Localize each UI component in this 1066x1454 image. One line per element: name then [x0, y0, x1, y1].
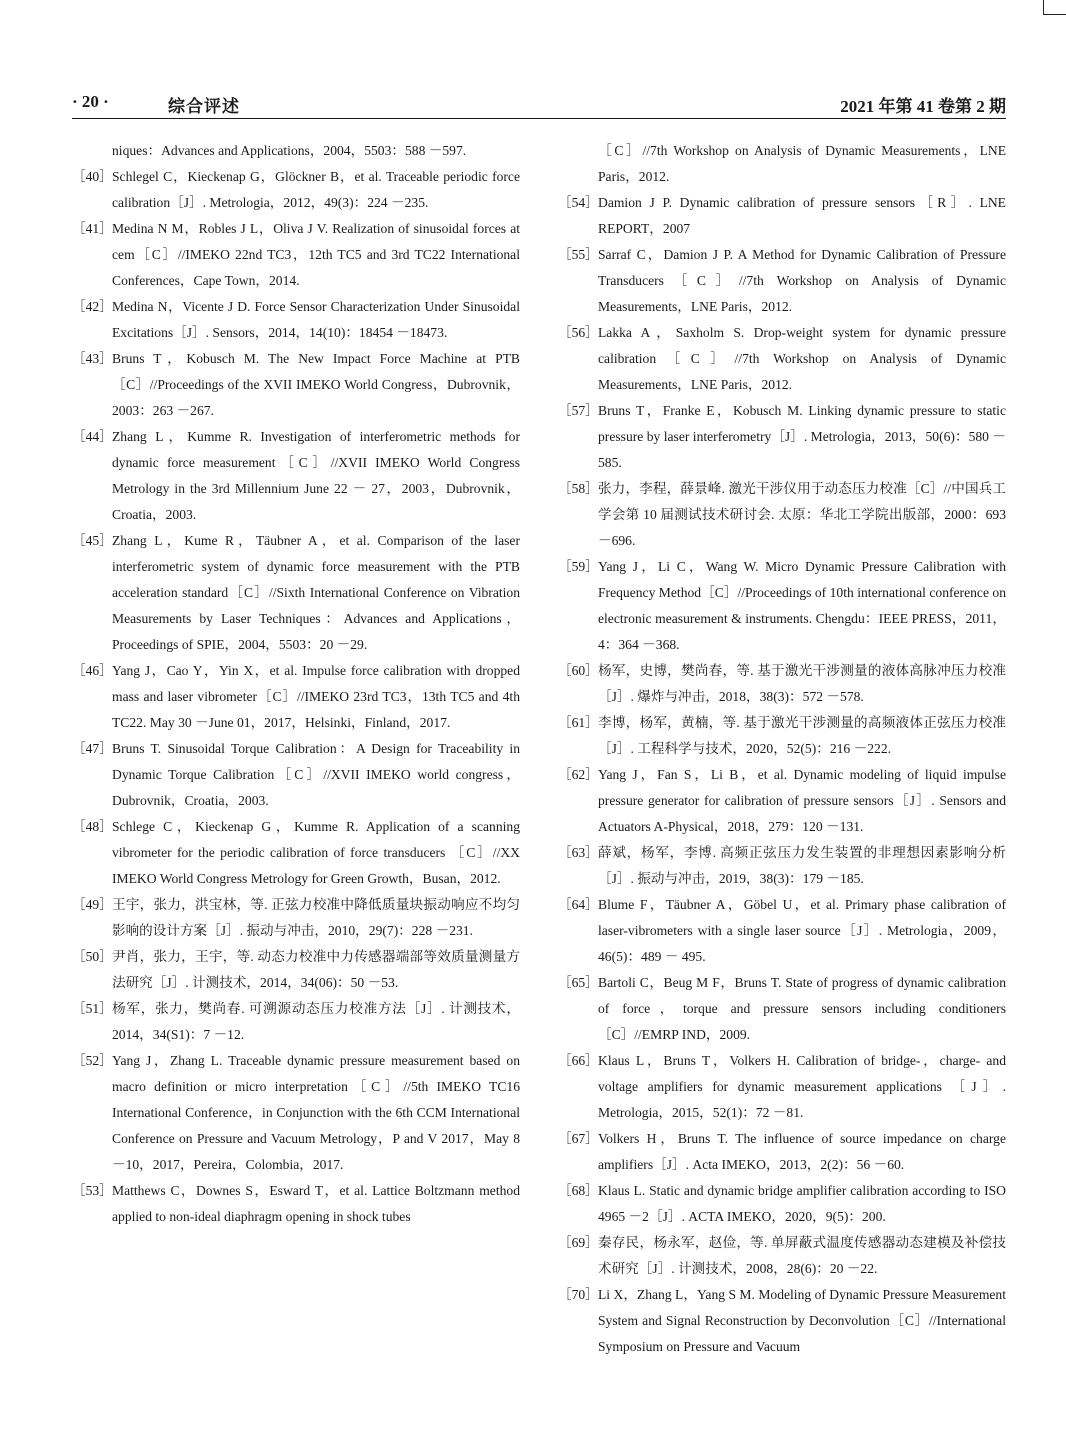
reference-number: ［70］: [558, 1287, 599, 1302]
reference-number: ［59］: [558, 559, 599, 574]
reference-text: Schlege C，Kieckenap G，Kumme R. Application of a scanning vibrometer for the periodic calibration of force transducers ［C］//XX IMEKO World Congress Metrology for Green Growth，Busan，2012.: [112, 819, 520, 886]
reference-number: ［57］: [558, 403, 599, 418]
reference-item: [72, 814, 520, 892]
reference-number: ［50］: [72, 949, 113, 964]
reference-number: ［63］: [558, 845, 599, 860]
reference-item: [72, 996, 520, 1048]
reference-text: 张力，李程，薛景峰. 激光干涉仪用于动态压力校准［C］//中国兵工学会第 10 届测试技术研讨会. 太原：华北工学院出版部，2000：693 －696.: [598, 481, 1006, 548]
reference-item: [558, 320, 1006, 398]
reference-item: [72, 528, 520, 658]
reference-number: ［66］: [558, 1053, 599, 1068]
reference-item: [72, 1178, 520, 1230]
corner-crop-mark: [1043, 0, 1066, 15]
reference-number: ［44］: [72, 429, 113, 444]
reference-number: ［67］: [558, 1131, 599, 1146]
reference-text: Yang J，Zhang L. Traceable dynamic pressure measurement based on macro definition or micro interpretation［C］//5th IMEKO TC16 International Conference，in Conjunction with the 6th CCM International Conference on Pressure and Vacuum Metrology，P and V 2017，May 8 －10，2017，Pereira，Colombia，2017.: [112, 1053, 520, 1172]
reference-item: [558, 710, 1006, 762]
reference-text: Zhang L，Kumme R. Investigation of interferometric methods for dynamic force measurement［C］//XVII IMEKO World Congress Metrology in the 3rd Millennium June 22 － 27，2003，Dubrovnik，Croatia，2003.: [112, 429, 520, 522]
reference-number: ［40］: [72, 169, 113, 184]
reference-text: 薛斌，杨军，李博. 高频正弦压力发生装置的非理想因素影响分析［J］. 振动与冲击，2019，38(3)：179 －185.: [598, 845, 1006, 886]
reference-number: ［64］: [558, 897, 599, 912]
reference-item: [72, 346, 520, 424]
reference-item: [558, 398, 1006, 476]
reference-item: [558, 476, 1006, 554]
reference-number: ［41］: [72, 221, 113, 236]
reference-text: Volkers H，Bruns T. The influence of source impedance on charge amplifiers［J］. Acta IMEKO，2013，2(2)：56 －60.: [598, 1131, 1006, 1172]
journal-issue: 2021 年第 41 卷第 2 期: [840, 97, 1006, 116]
reference-number: ［46］: [72, 663, 113, 678]
reference-number: ［54］: [558, 195, 599, 210]
reference-text: Damion J P. Dynamic calibration of pressure sensors［R］. LNE REPORT，2007: [598, 195, 1006, 236]
reference-text: 王宇，张力，洪宝林，等. 正弦力校准中降低质量块振动响应不均匀影响的设计方案［J］. 振动与冲击，2010，29(7)：228 －231.: [112, 897, 520, 938]
reference-item: [558, 554, 1006, 658]
reference-text: Yang J，Cao Y，Yin X，et al. Impulse force calibration with dropped mass and laser vibrometer［C］//IMEKO 23rd TC3，13th TC5 and 4th TC22. May 30 －June 01，2017，Helsinki，Finland，2017.: [112, 663, 520, 730]
reference-text: niques：Advances and Applications，2004，5503：588 －597.: [112, 143, 467, 158]
references-right-column: [558, 138, 1006, 1360]
reference-number: ［60］: [558, 663, 599, 678]
reference-number: ［45］: [72, 533, 113, 548]
reference-item: [558, 1282, 1006, 1360]
reference-number: ［68］: [558, 1183, 599, 1198]
reference-text: Bruns T，Franke E，Kobusch M. Linking dynamic pressure to static pressure by laser interferometry［J］. Metrologia，2013，50(6)：580 －585.: [598, 403, 1006, 470]
reference-number: ［53］: [72, 1183, 113, 1198]
reference-item: [72, 424, 520, 528]
reference-text: Sarraf C，Damion J P. A Method for Dynamic Calibration of Pressure Transducers［C］//7th Workshop on Analysis of Dynamic Measurements，LNE Paris，2012.: [598, 247, 1006, 314]
reference-item: [72, 294, 520, 346]
reference-text: Bruns T. Sinusoidal Torque Calibration：A Design for Traceability in Dynamic Torque Calibration［C］//XVII IMEKO world congress，Dubrovnik，Croatia，2003.: [112, 741, 520, 808]
reference-item: [558, 658, 1006, 710]
reference-text: Schlegel C，Kieckenap G，Glöckner B，et al. Traceable periodic force calibration［J］. Metrologia，2012，49(3)：224 －235.: [112, 169, 520, 210]
reference-text: 杨军，史博，樊尚春，等. 基于激光干涉测量的液体高脉冲压力校准［J］. 爆炸与冲击，2018，38(3)：572 －578.: [598, 663, 1006, 704]
reference-text: Bruns T，Kobusch M. The New Impact Force Machine at PTB ［C］//Proceedings of the XVII IMEKO World Congress，Dubrovnik，2003：263 －267.: [112, 351, 520, 418]
reference-item: [72, 1048, 520, 1178]
reference-item: [72, 892, 520, 944]
reference-item: [558, 1230, 1006, 1282]
reference-text: Medina N M，Robles J L，Oliva J V. Realization of sinusoidal forces at cem［C］//IMEKO 22nd TC3，12th TC5 and 3rd TC22 International Conferences，Cape Town，2014.: [112, 221, 520, 288]
reference-text: Blume F，Täubner A，Göbel U，et al. Primary phase calibration of laser-vibrometers with a single laser source［J］. Metrologia，2009，46(5)：489 － 495.: [598, 897, 1006, 964]
reference-number: ［65］: [558, 975, 599, 990]
reference-item: [72, 216, 520, 294]
reference-text: Zhang L，Kume R，Täubner A，et al. Comparison of the laser interferometric system of dynamic force measurement with the PTB acceleration standard［C］//Sixth International Conference on Vibration Measurements by Laser Techniques：Advances and Applications，Proceedings of SPIE，2004，5503：20 －29.: [112, 533, 520, 652]
reference-text: Li X，Zhang L，Yang S M. Modeling of Dynamic Pressure Measurement System and Signal Reconstruction by Deconvolution［C］//International Symposium on Pressure and Vacuum: [598, 1287, 1006, 1354]
header-rule: [72, 118, 1006, 119]
reference-text: Klaus L. Static and dynamic bridge amplifier calibration according to ISO 4965 －2［J］. ACTA IMEKO，2020，9(5)：200.: [598, 1183, 1006, 1224]
reference-number: ［47］: [72, 741, 113, 756]
reference-number: ［52］: [72, 1053, 113, 1068]
reference-text: Bartoli C，Beug M F，Bruns T. State of progress of dynamic calibration of force，torque and pressure sensors including conditioners［C］//EMRP IND，2009.: [598, 975, 1006, 1042]
reference-text: Klaus L，Bruns T，Volkers H. Calibration of bridge-，charge- and voltage amplifiers for dynamic measurement applications ［J］. Metrologia，2015，52(1)：72 －81.: [598, 1053, 1006, 1120]
reference-item: [558, 1178, 1006, 1230]
reference-number: ［42］: [72, 299, 113, 314]
reference-number: ［58］: [558, 481, 599, 496]
page-number: · 20 ·: [72, 92, 109, 111]
reference-item: [558, 190, 1006, 242]
reference-text: 杨军，张力，樊尚春. 可溯源动态压力校准方法［J］. 计测技术，2014，34(S1)：7 －12.: [112, 1001, 520, 1042]
reference-item: [558, 138, 1006, 190]
reference-item: [558, 1048, 1006, 1126]
reference-text: ［C］//7th Workshop on Analysis of Dynamic Measurements，LNE Paris，2012.: [598, 143, 1006, 184]
reference-item: [558, 840, 1006, 892]
reference-text: Lakka A，Saxholm S. Drop-weight system for dynamic pressure calibration［C］//7th Workshop on Analysis of Dynamic Measurements，LNE Paris，2012.: [598, 325, 1006, 392]
reference-item: [558, 1126, 1006, 1178]
reference-item: [72, 138, 520, 164]
reference-text: Medina N，Vicente J D. Force Sensor Characterization Under Sinusoidal Excitations［J］. Sensors，2014，14(10)：18454 －18473.: [112, 299, 520, 340]
reference-item: [558, 762, 1006, 840]
reference-item: [72, 658, 520, 736]
running-header: [72, 92, 1006, 118]
reference-item: [558, 970, 1006, 1048]
reference-number: ［49］: [72, 897, 113, 912]
reference-text: Matthews C，Downes S，Esward T，et al. Lattice Boltzmann method applied to non-ideal diaphragm opening in shock tubes: [112, 1183, 520, 1224]
reference-text: Yang J，Li C，Wang W. Micro Dynamic Pressure Calibration with Frequency Method［C］//Proceedings of 10th international conference on electronic measurement & instruments. Chengdu：IEEE PRESS，2011，4：364 －368.: [598, 559, 1006, 652]
reference-number: ［55］: [558, 247, 599, 262]
reference-text: 尹肖，张力，王宇，等. 动态力校准中力传感器端部等效质量测量方法研究［J］. 计测技术，2014，34(06)：50 －53.: [112, 949, 520, 990]
reference-text: 秦存民，杨永军，赵俭，等. 单屏蔽式温度传感器动态建模及补偿技术研究［J］. 计测技术，2008，28(6)：20 －22.: [598, 1235, 1006, 1276]
reference-item: [72, 736, 520, 814]
reference-number: ［62］: [558, 767, 599, 782]
reference-item: [558, 242, 1006, 320]
reference-text: Yang J，Fan S，Li B，et al. Dynamic modeling of liquid impulse pressure generator for calibration of pressure sensors［J］. Sensors and Actuators A-Physical，2018，279：120 －131.: [598, 767, 1006, 834]
reference-number: ［69］: [558, 1235, 599, 1250]
reference-item: [558, 892, 1006, 970]
reference-number: ［56］: [558, 325, 599, 340]
reference-item: [72, 164, 520, 216]
section-title: 综合评述: [168, 97, 240, 116]
reference-item: [72, 944, 520, 996]
reference-number: ［51］: [72, 1001, 113, 1016]
reference-text: 李博，杨军，黄楠，等. 基于激光干涉测量的高频液体正弦压力校准［J］. 工程科学与技术，2020，52(5)：216 －222.: [598, 715, 1006, 756]
reference-number: ［48］: [72, 819, 113, 834]
reference-number: ［43］: [72, 351, 113, 366]
references-left-column: [72, 138, 520, 1230]
reference-number: ［61］: [558, 715, 599, 730]
